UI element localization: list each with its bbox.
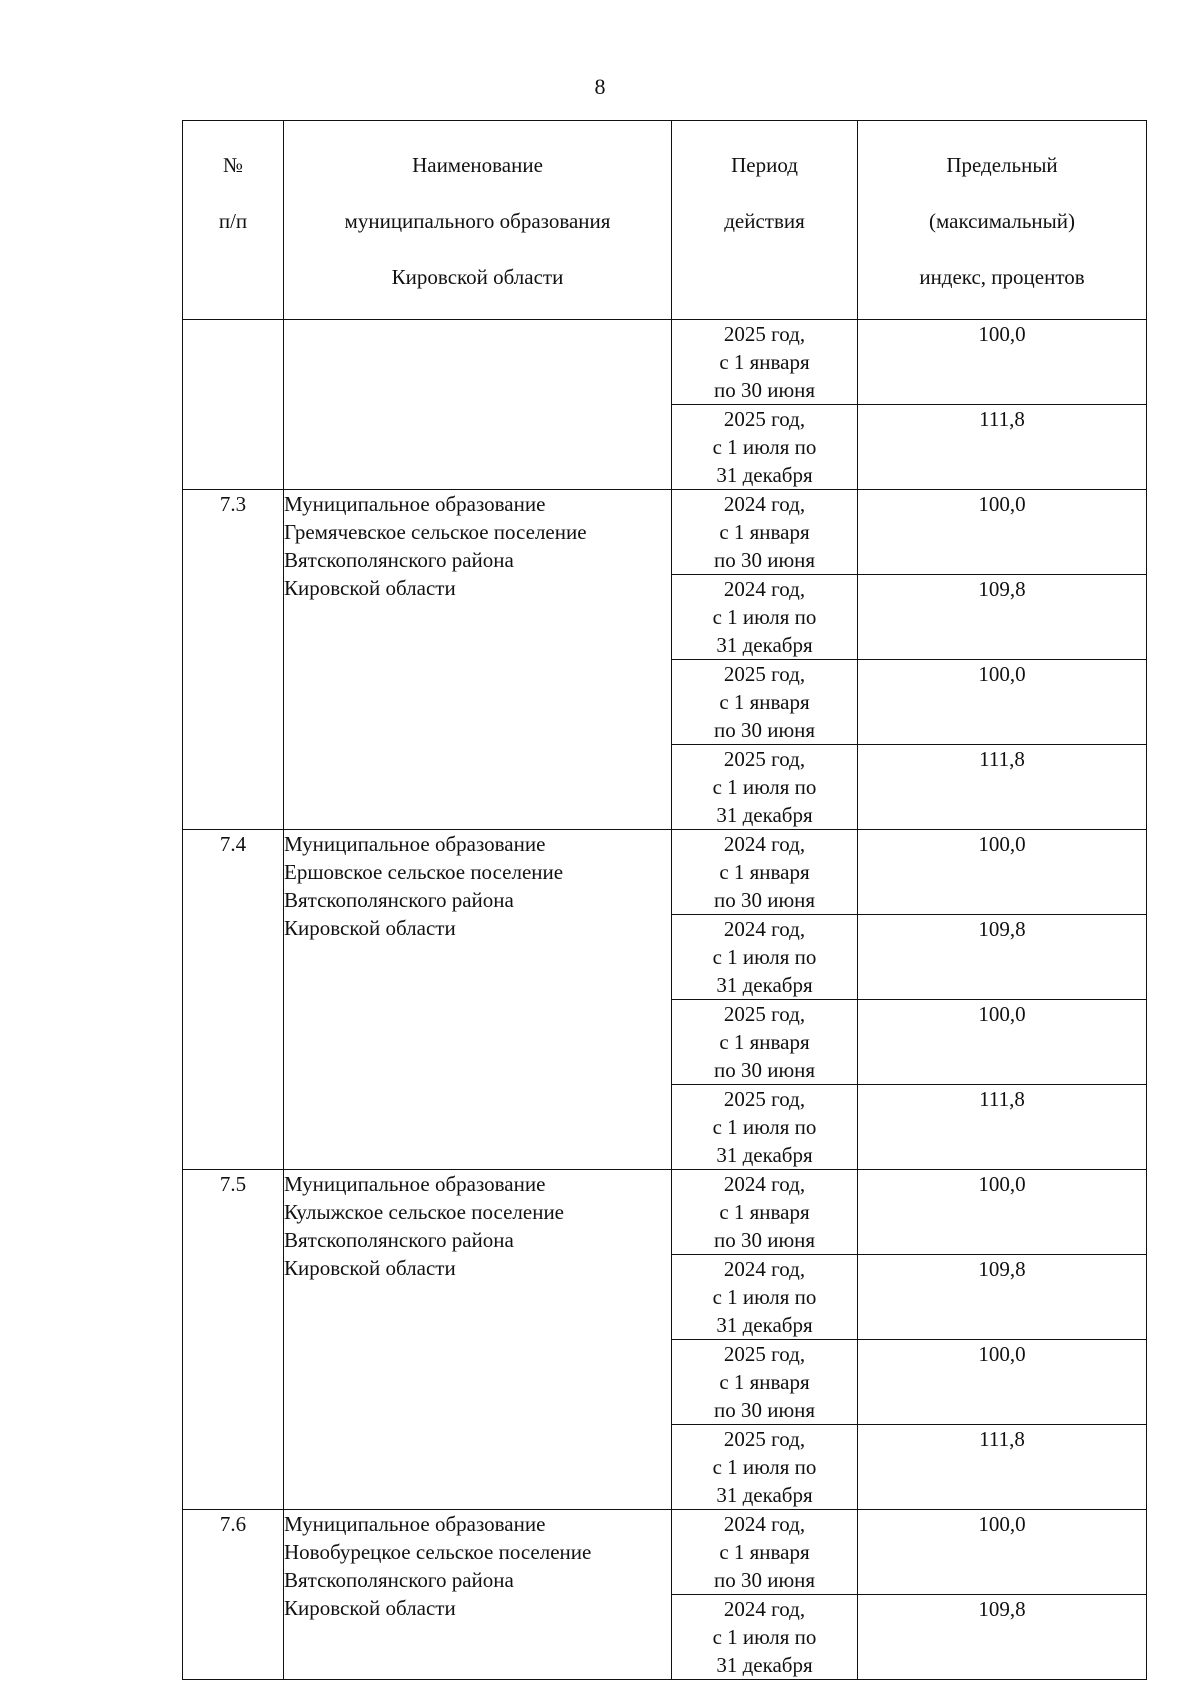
header-number-line: № <box>222 153 244 177</box>
period-line: 2025 год, <box>723 1002 806 1026</box>
municipality-name-line: Кировской области <box>284 1256 456 1280</box>
index-value: 111,8 <box>858 1425 1147 1510</box>
municipality-name-line: Кировской области <box>284 1596 456 1620</box>
period-line: 2024 год, <box>723 917 806 941</box>
period-line: 2025 год, <box>723 1427 806 1451</box>
period-line: 31 декабря <box>716 803 813 827</box>
header-number-line: п/п <box>218 209 248 233</box>
period-cell <box>672 1255 858 1340</box>
period-line: по 30 июня <box>713 1058 816 1082</box>
municipality-name-line: Вятскополянского района <box>284 1568 514 1592</box>
header-index <box>858 121 1147 320</box>
municipality-name <box>284 1170 672 1510</box>
row-number: 7.6 <box>183 1510 284 1680</box>
period-line: по 30 июня <box>713 718 816 742</box>
period-line: с 1 июля по <box>712 945 817 969</box>
period-cell <box>672 490 858 575</box>
index-value: 100,0 <box>858 1510 1147 1595</box>
index-value: 100,0 <box>858 1340 1147 1425</box>
header-period-line: Период <box>731 153 798 177</box>
header-row <box>183 121 1147 320</box>
period-line: с 1 июля по <box>712 1625 817 1649</box>
municipality-name-line: Вятскополянского района <box>284 1228 514 1252</box>
index-value: 109,8 <box>858 575 1147 660</box>
period-line: с 1 июля по <box>712 1455 817 1479</box>
municipality-name <box>284 830 672 1170</box>
table-row <box>183 1170 1147 1255</box>
period-line: по 30 июня <box>713 378 816 402</box>
table-row <box>183 1510 1147 1595</box>
period-line: 2024 год, <box>723 492 806 516</box>
period-line: с 1 июля по <box>712 1115 817 1139</box>
period-line: с 1 января <box>719 520 810 544</box>
table-header <box>183 121 1147 320</box>
period-line: 2024 год, <box>723 577 806 601</box>
period-line: 31 декабря <box>716 1143 813 1167</box>
period-cell <box>672 1000 858 1085</box>
period-cell <box>672 1085 858 1170</box>
period-line: 31 декабря <box>716 973 813 997</box>
table-row <box>183 320 1147 405</box>
period-line: 2024 год, <box>723 1512 806 1536</box>
period-cell <box>672 575 858 660</box>
municipality-name-line: Муниципальное образование <box>284 832 546 856</box>
period-cell <box>672 1340 858 1425</box>
period-line: 2024 год, <box>723 832 806 856</box>
period-line: 2025 год, <box>723 1087 806 1111</box>
period-line: с 1 июля по <box>712 1285 817 1309</box>
municipality-name-line: Муниципальное образование <box>284 1172 546 1196</box>
index-value: 100,0 <box>858 320 1147 405</box>
table-row <box>183 830 1147 915</box>
period-line: 31 декабря <box>716 463 813 487</box>
period-line: 2025 год, <box>723 407 806 431</box>
period-cell <box>672 1510 858 1595</box>
municipality-name <box>284 1510 672 1680</box>
index-value: 111,8 <box>858 745 1147 830</box>
period-line: 2025 год, <box>723 662 806 686</box>
index-value: 111,8 <box>858 1085 1147 1170</box>
period-line: по 30 июня <box>713 548 816 572</box>
municipality-name-line: Кулыжское сельское поселение <box>284 1200 565 1224</box>
period-cell <box>672 660 858 745</box>
period-line: с 1 января <box>719 860 810 884</box>
period-line: 2025 год, <box>723 322 806 346</box>
municipality-name-line: Муниципальное образование <box>284 1512 546 1536</box>
period-line: с 1 января <box>719 350 810 374</box>
period-line: 31 декабря <box>716 1313 813 1337</box>
municipality-name <box>284 320 672 490</box>
table-row <box>183 490 1147 575</box>
period-line: 2024 год, <box>723 1597 806 1621</box>
period-cell <box>672 1170 858 1255</box>
index-value: 100,0 <box>858 1170 1147 1255</box>
period-line: с 1 января <box>719 1370 810 1394</box>
period-line: 2025 год, <box>723 747 806 771</box>
municipality-name-line: Кировской области <box>284 916 456 940</box>
period-cell <box>672 745 858 830</box>
municipality-name-line: Кировской области <box>284 576 456 600</box>
period-line: 31 декабря <box>716 633 813 657</box>
period-line: 2024 год, <box>723 1257 806 1281</box>
period-line: 31 декабря <box>716 1653 813 1677</box>
period-line: по 30 июня <box>713 1568 816 1592</box>
index-value: 100,0 <box>858 1000 1147 1085</box>
municipality-name-line: Ершовское сельское поселение <box>284 860 564 884</box>
municipality-name-line: Вятскополянского района <box>284 548 514 572</box>
period-cell <box>672 1595 858 1680</box>
index-value: 100,0 <box>858 660 1147 745</box>
index-value: 109,8 <box>858 1255 1147 1340</box>
period-line: с 1 июля по <box>712 435 817 459</box>
header-index-line: индекс, процентов <box>919 265 1085 289</box>
header-name <box>284 121 672 320</box>
period-line: с 1 января <box>719 690 810 714</box>
header-index-line: Предельный <box>946 153 1058 177</box>
header-name-line: Кировской области <box>391 265 564 289</box>
period-line: с 1 июля по <box>712 605 817 629</box>
period-line: по 30 июня <box>713 1228 816 1252</box>
header-number <box>183 121 284 320</box>
period-line: с 1 января <box>719 1030 810 1054</box>
period-cell <box>672 1425 858 1510</box>
row-number: 7.3 <box>183 490 284 830</box>
period-line: с 1 июля по <box>712 775 817 799</box>
municipality-name-line: Гремячевское сельское поселение <box>284 520 587 544</box>
index-value: 109,8 <box>858 915 1147 1000</box>
index-value: 109,8 <box>858 1595 1147 1680</box>
municipality-name <box>284 490 672 830</box>
period-line: с 1 января <box>719 1200 810 1224</box>
period-cell <box>672 915 858 1000</box>
header-period-line: действия <box>724 209 805 233</box>
tariff-index-table <box>182 120 1147 1680</box>
period-line: 2025 год, <box>723 1342 806 1366</box>
row-number: 7.4 <box>183 830 284 1170</box>
period-line: по 30 июня <box>713 1398 816 1422</box>
table-body <box>183 320 1147 1680</box>
index-value: 100,0 <box>858 490 1147 575</box>
index-value: 111,8 <box>858 405 1147 490</box>
period-line: 31 декабря <box>716 1483 813 1507</box>
row-number <box>183 320 284 490</box>
period-line: по 30 июня <box>713 888 816 912</box>
period-cell <box>672 320 858 405</box>
header-period <box>672 121 858 320</box>
index-value: 100,0 <box>858 830 1147 915</box>
period-line: с 1 января <box>719 1540 810 1564</box>
header-name-line: Наименование <box>412 153 543 177</box>
page-number: 8 <box>594 74 606 99</box>
municipality-name-line: Вятскополянского района <box>284 888 514 912</box>
row-number: 7.5 <box>183 1170 284 1510</box>
period-line: 2024 год, <box>723 1172 806 1196</box>
header-index-line: (максимальный) <box>929 209 1075 233</box>
header-name-line: муниципального образования <box>344 209 611 233</box>
period-cell <box>672 830 858 915</box>
period-cell <box>672 405 858 490</box>
municipality-name-line: Новобурецкое сельское поселение <box>284 1540 592 1564</box>
municipality-name-line: Муниципальное образование <box>284 492 546 516</box>
